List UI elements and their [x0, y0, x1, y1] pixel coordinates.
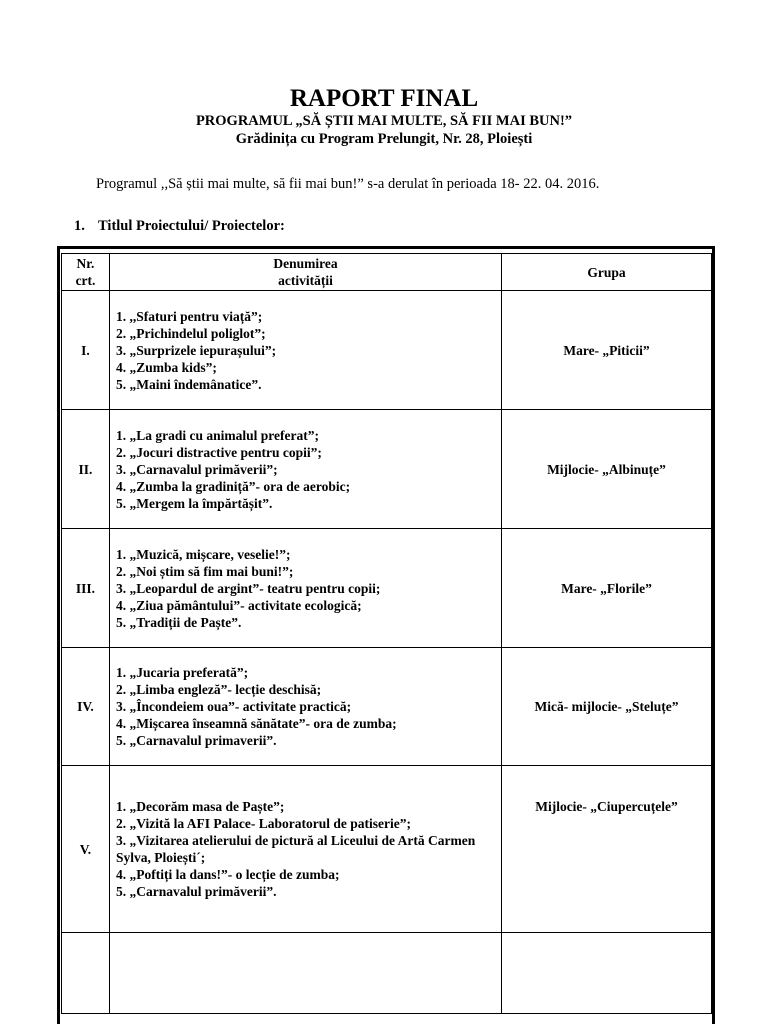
- row-number: I.: [62, 291, 110, 410]
- activity-item: 2. „Limba engleză”- lecție deschisă;: [116, 682, 322, 697]
- header-activity-line2: activității: [278, 273, 333, 288]
- row-activities: [110, 410, 502, 529]
- activity-item: 5. „Mergem la împărtășit”.: [116, 495, 273, 511]
- table-row: [62, 648, 712, 766]
- activity-item: 3. „Vizitarea atelierului de pictură al Liceului de Artă Carmen Sylva, Ploiești´;: [116, 833, 476, 865]
- activity-item: 1. „Muzică, mișcare, veselie!”;: [116, 546, 291, 562]
- table-row: [62, 529, 712, 648]
- activity-item: 3. „Leopardul de argint”- teatru pentru copii;: [116, 580, 381, 596]
- row-activities: [110, 291, 502, 410]
- activity-item: 5. „Maini îndemânatice”.: [116, 376, 262, 392]
- row-number: V.: [62, 766, 110, 933]
- row-activities: [110, 529, 502, 648]
- activity-item: 5. „Tradiții de Paște”.: [116, 614, 242, 630]
- row-number: IV.: [62, 648, 110, 766]
- intro-paragraph: Programul ,,Să știi mai multe, să fii mai bun!” s-a derulat în perioada 18- 22. 04. 2016.: [96, 176, 600, 192]
- activity-item: 5. „Carnavalul primaverii”.: [116, 733, 277, 748]
- activity-item: 4. „Mișcarea înseamnă sănătate”- ora de zumba;: [116, 716, 397, 731]
- section-heading: [74, 218, 285, 235]
- table-row-empty: [62, 933, 712, 1014]
- activity-item: 3. „Carnavalul primăverii”;: [116, 461, 278, 477]
- header-nr-line2: crt.: [75, 273, 96, 288]
- activity-item: 2. „Prichindelul poliglot”;: [116, 325, 266, 341]
- table-row: [62, 410, 712, 529]
- header-group: Grupa: [502, 254, 712, 291]
- activity-item: 4. „Ziua pământului”- activitate ecologică;: [116, 597, 362, 613]
- row-number: II.: [62, 410, 110, 529]
- header-nr-line1: Nr.: [76, 256, 95, 271]
- activity-item: 2. „Jocuri distractive pentru copii”;: [116, 444, 322, 460]
- header-activity-line1: Denumirea: [273, 256, 338, 271]
- activities-table: [61, 253, 712, 1014]
- header-activity: [110, 254, 502, 291]
- activity-item: 4. „Poftiți la dans!”- o lecție de zumba;: [116, 867, 340, 882]
- header-nr: [62, 254, 110, 291]
- activity-item: 2. „Noi știm să fim mai buni!”;: [116, 563, 294, 579]
- table-header-row: [62, 254, 712, 291]
- section-number: 1.: [74, 218, 85, 234]
- activity-item: 2. „Vizită la AFI Palace- Laboratorul de patiserie”;: [116, 816, 411, 831]
- activity-item: 4. „Zumba kids”;: [116, 359, 217, 375]
- activity-item: 4. „Zumba la gradiniță”- ora de aerobic;: [116, 478, 351, 494]
- institution-subtitle: Grădinița cu Program Prelungit, Nr. 28, Ploiești: [235, 131, 533, 147]
- row-activities: [110, 766, 502, 933]
- table-row: [62, 291, 712, 410]
- program-subtitle: PROGRAMUL „SĂ ȘTII MAI MULTE, SĂ FII MAI BUN!”: [195, 113, 573, 129]
- table-row: [62, 766, 712, 933]
- row-group: Mare- „Piticii”: [502, 291, 712, 410]
- document-title: RAPORT FINAL: [289, 85, 479, 112]
- row-activities: [110, 648, 502, 766]
- activities-table-frame: [57, 246, 715, 1024]
- row-group: Mijlocie- „Ciupercuțele”: [502, 766, 712, 933]
- activity-item: 1. „La gradi cu animalul preferat”;: [116, 427, 319, 443]
- row-group: Mare- „Florile”: [502, 529, 712, 648]
- activity-item: 1. ,,Sfaturi pentru viață”;: [116, 308, 263, 324]
- row-group: Mică- mijlocie- „Steluțe”: [502, 648, 712, 766]
- activity-item: 3. „Încondeiem oua”- activitate practică;: [116, 699, 352, 714]
- activity-item: 1. „Decorăm masa de Paște”;: [116, 799, 285, 814]
- empty-cell: [502, 933, 712, 1014]
- row-group: Mijlocie- „Albinuțe”: [502, 410, 712, 529]
- empty-cell: [110, 933, 502, 1014]
- section-title: Titlul Proiectului/ Proiectelor:: [98, 218, 285, 234]
- empty-cell: [62, 933, 110, 1014]
- activity-item: 1. „Jucaria preferată”;: [116, 665, 249, 680]
- activity-item: 3. „Surprizele iepurașului”;: [116, 342, 277, 358]
- activity-item: 5. „Carnavalul primăverii”.: [116, 884, 277, 899]
- row-number: III.: [62, 529, 110, 648]
